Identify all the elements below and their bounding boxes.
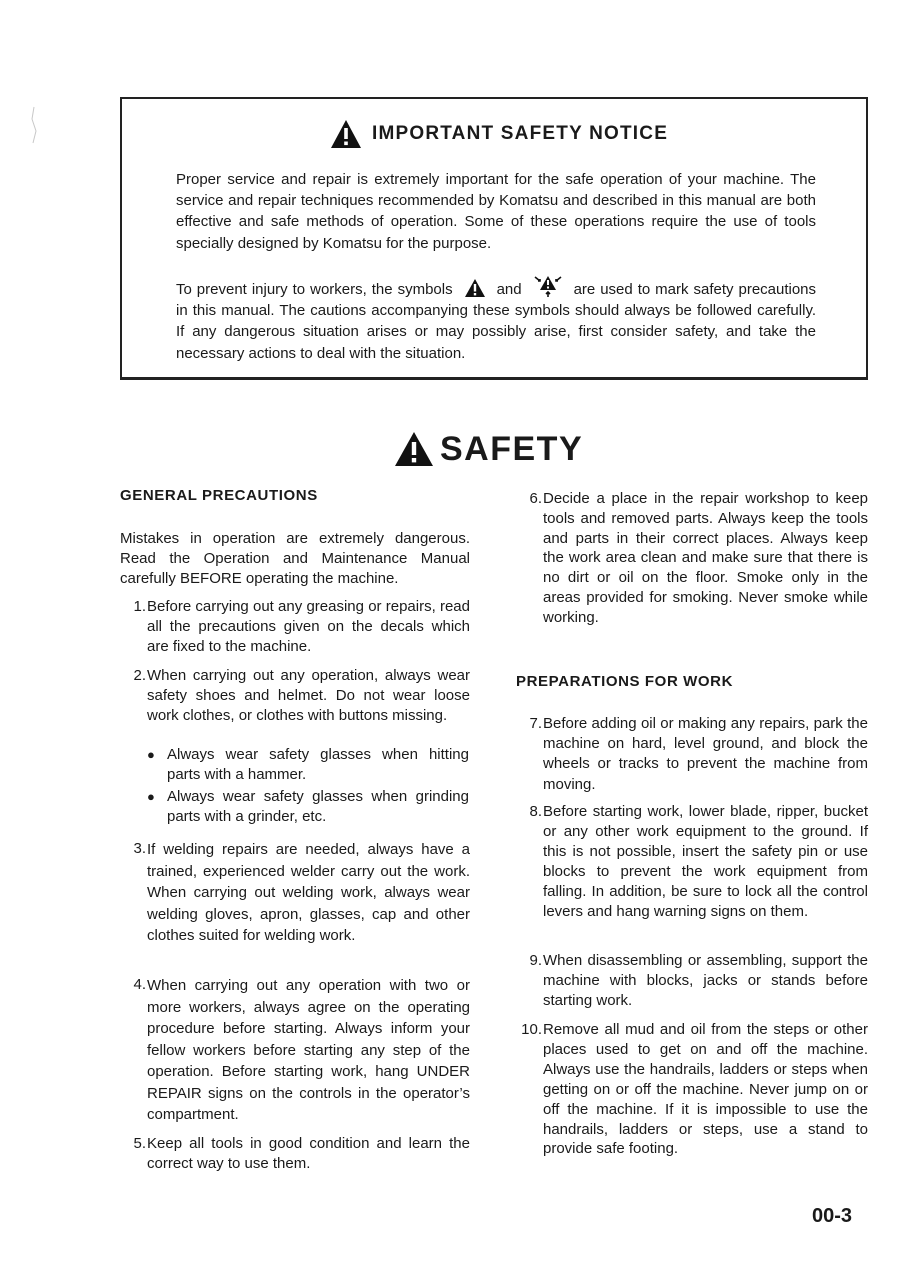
list-item-number: 10. [521, 1021, 542, 1038]
bullet-item [147, 787, 469, 827]
list-item-number: 3. [133, 840, 146, 857]
warning-triangle-icon [330, 119, 362, 149]
scan-speck [28, 105, 42, 145]
list-item-text: Decide a place in the repair workshop to keep tools and removed parts. Always keep the tools and parts in their correct places. Always keep the work area clean and make sure that there is no dirt or oil on the floor. Smoke only in the areas provided for smoking. Never smoke while working. [543, 490, 868, 626]
general-intro [120, 529, 470, 590]
warning-triangle-icon [464, 278, 486, 298]
notice-heading [330, 116, 668, 152]
general-intro-text: Mistakes in operation are extremely dangerous. Read the Operation and Maintenance Manual carefully BEFORE operating the machine. [120, 530, 470, 588]
list-item-text: Before carrying out any greasing or repairs, read all the precautions given on the decals which are fixed to the machine. [147, 598, 470, 656]
notice-paragraph-2-after: are used to mark safety precautions in this manual. The cautions accompanying these symbols should always be followed carefully. If any dangerous situation arises or may possibly arise, first consider safety, and take the necessary actions to deal with the situation. [176, 281, 817, 362]
list-item [516, 951, 868, 1012]
notice-title: IMPORTANT SAFETY NOTICE [372, 123, 669, 144]
bullet-text: Always wear safety glasses when grinding parts with a grinder, etc. [167, 788, 469, 826]
preparations-heading: PREPARATIONS FOR WORK [516, 673, 734, 690]
list-item-text: Before adding oil or making any repairs, park the machine on hard, level ground, and block the wheels or tracks to prevent the machine from moving. [543, 715, 868, 793]
list-item-number: 8. [529, 803, 542, 820]
notice-paragraph-2 [176, 274, 816, 364]
safety-heading [394, 428, 583, 470]
notice-paragraph-2-before: To prevent injury to workers, the symbols [176, 281, 453, 298]
bullet-item [147, 745, 469, 785]
safety-title: SAFETY [440, 429, 584, 468]
list-item [120, 666, 470, 727]
bullet-text: Always wear safety glasses when hitting parts with a hammer. [167, 746, 469, 784]
list-item [120, 839, 470, 947]
general-precautions-heading: GENERAL PRECAUTIONS [120, 487, 318, 504]
list-item-text: When disassembling or assembling, support the machine with blocks, jacks or stands before starting work. [543, 952, 868, 1010]
list-item [508, 1020, 868, 1159]
list-item [516, 714, 868, 795]
list-item-text: Before starting work, lower blade, ripper, bucket or any other work equipment to the ground. If this is not possible, insert the safety pin or use blocks to prevent the work equipment from falling. In addition, be sure to lock all the control levers and hang warning signs on them. [543, 803, 868, 920]
list-item [516, 802, 868, 921]
list-item [120, 597, 470, 658]
list-item-number: 2. [133, 667, 146, 684]
list-item-number: 7. [529, 715, 542, 732]
notice-paragraph-1: Proper service and repair is extremely important for the safe operation of your machine. The service and repair techniques recommended by Komatsu and described in this manual are both effective and safe methods of operation. Some of these operations require the use of tools specially designed by Komatsu for the purpose. [176, 171, 816, 252]
list-item-number: 4. [133, 976, 146, 993]
warning-triangle-icon [394, 431, 434, 467]
list-item-number: 9. [529, 952, 542, 969]
list-item-number: 6. [529, 490, 542, 507]
list-item-number: 5. [133, 1135, 146, 1152]
list-item-text: Remove all mud and oil from the steps or other places used to get on and off the machine. Always use the handrails, ladders or steps when getting on or off the machine. Never jump on or off the machine. If it is impossible to use the handrails, ladders or steps, use a stand to provide safe footing. [543, 1021, 868, 1158]
list-item [120, 975, 470, 1126]
list-item [120, 1134, 470, 1174]
list-item-number: 1. [133, 598, 146, 615]
notice-paragraph-2-and: and [496, 281, 522, 298]
list-item-text: When carrying out any operation, always wear safety shoes and helmet. Do not wear loose work clothes, or clothes with buttons missing. [147, 667, 470, 725]
list-item [516, 489, 868, 628]
list-item-text: When carrying out any operation with two or more workers, always agree on the operating procedure before starting. Always inform your fellow workers before starting any step of the operation. Before starting work, hang UNDER REPAIR signs on the controls in the operator’s compartment. [147, 977, 470, 1123]
bullet-dot: ● [147, 789, 155, 804]
warning-triangle-with-arrows-icon [533, 274, 563, 298]
list-item-text: Keep all tools in good condition and learn the correct way to use them. [147, 1135, 470, 1173]
bullet-dot: ● [147, 747, 155, 762]
list-item-text: If welding repairs are needed, always have a trained, experienced welder carry out the work. When carrying out welding work, always wear welding gloves, apron, glasses, cap and other clothes suited for welding work. [147, 841, 470, 944]
page-number: 00-3 [812, 1205, 853, 1227]
